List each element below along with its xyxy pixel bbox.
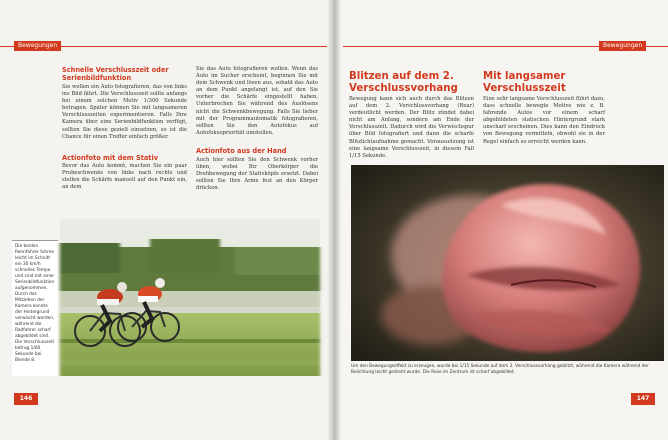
text-langsame-verschlusszeit: Eine sehr langsame Verschlusszeit führt dazu, dass schnelle bewegte Motive wie z. B. fahrende Autos vor einem scharf abgebildeten statischen Hintergrund stark unscharf erscheinen. Dies kann den Eindruck von Bewegung vermitteln, obwohl sie in der Regel einfach so erreicht werden kann. bbox=[483, 96, 605, 145]
text-aus-der-hand: Auch hier sollten Sie den Schwenk vorher üben, wobei Ihr Oberkörper die Drehbewegung der Stativköpfe ersetzt. Dabei sollten Sie Ihre Arme fest an den Körper drücken. bbox=[196, 157, 318, 192]
text-stativ-continued: Sie das Auto fotografieren wollen. Wenn das Auto im Sucher erscheint, beginnen Sie mit dem Schwenk und lösen aus, sobald das Auto an dem Punkt angelangt ist, auf den Sie vorher die Schärfe eingestellt haben. Unterbrechen Sie während des Auslösens nicht die Schwenkbewegung. Falls Sie lieber mit der Programmautomatik fotografieren, sollten Sie den Autofokus auf Autofokuspriorität umstellen. bbox=[196, 66, 318, 136]
text-stativ: Bevor das Auto kommt, machen Sie ein paar Probeschwenks von links nach rechts und stellen die Schärfe manuell auf den Punkt ein, an dem bbox=[62, 163, 187, 191]
book-gutter bbox=[327, 0, 341, 440]
heading-stativ: Actionfoto mit dem Stativ bbox=[62, 154, 159, 162]
photo-caption-cyclists: Die beiden Rennfahrer fuhren leicht im Schnitt ein 30 km/h schnelles Tempo und sind mit einer Serienbildfunktion aufgenommen. Durch das Mitziehen der Kamera konnte der Hintergrund verwischt werden, während die Radfahrer scharf abgebildet sind. Die Verschlusszeit betrug 1/60 Sekunde bei Blende 8. bbox=[12, 240, 58, 376]
text-serienbild: Sie wollen ein Auto fotografieren, das von links ins Bild fährt. Die Verschlusszeit sollte anfangs bei einem solchen Motiv 1/300 Sekunde betragen. Später können Sie mit langsameren Verschlusszeiten experimentieren. Falls Ihre Kamera über eine Serienbildfunktion verfügt, sollten Sie diese gezielt einsetzen, so ist die Chance für einen Treffer einfach größer. bbox=[62, 84, 187, 140]
heading-blitzen: Blitzen auf dem 2. Verschlussvorhang bbox=[349, 71, 458, 94]
text-blitzen: Bewegung kann sich auch durch das Blitzen auf dem 2. Verschlussvorhang (Rear) verdeutlicht werden. Der Blitz zündet dabei nicht am Anfang, sondern am Ende der Verschlusszeit. Dadurch wird die Verwischspur über Bild fotografiert und dann die scharfe Blitzlichtaufnahme gemacht. Voraussetzung ist eine langsame Verschlusszeit, in diesem Fall 1/15 Sekunde. bbox=[349, 96, 474, 159]
section-tab: Bewegungen bbox=[14, 41, 61, 51]
heading-langsame-verschlusszeit: Mit langsamer Verschlusszeit bbox=[483, 71, 566, 94]
page-number-right: 147 bbox=[631, 393, 655, 405]
rose-photo bbox=[351, 165, 664, 361]
photo-caption-rose: Um den Bewegungseffekt zu erzeugen, wurde bei 1/15 Sekunde auf dem 2. Verschlussvorhang geblitzt, während die Kamera während der Belichtung leicht gedreht wurde. Die Rose im Zentrum ist scharf abgebildet. bbox=[351, 364, 649, 375]
left-page bbox=[0, 0, 333, 440]
heading-aus-der-hand: Actionfoto aus der Hand bbox=[196, 147, 287, 155]
cyclists-photo bbox=[60, 219, 320, 376]
page-number-left: 146 bbox=[14, 393, 38, 405]
section-tab-right: Bewegungen bbox=[599, 41, 646, 51]
heading-serienbild: Schnelle Verschlusszeit oder Serienbildfunktion bbox=[62, 66, 169, 82]
right-page bbox=[335, 0, 668, 440]
